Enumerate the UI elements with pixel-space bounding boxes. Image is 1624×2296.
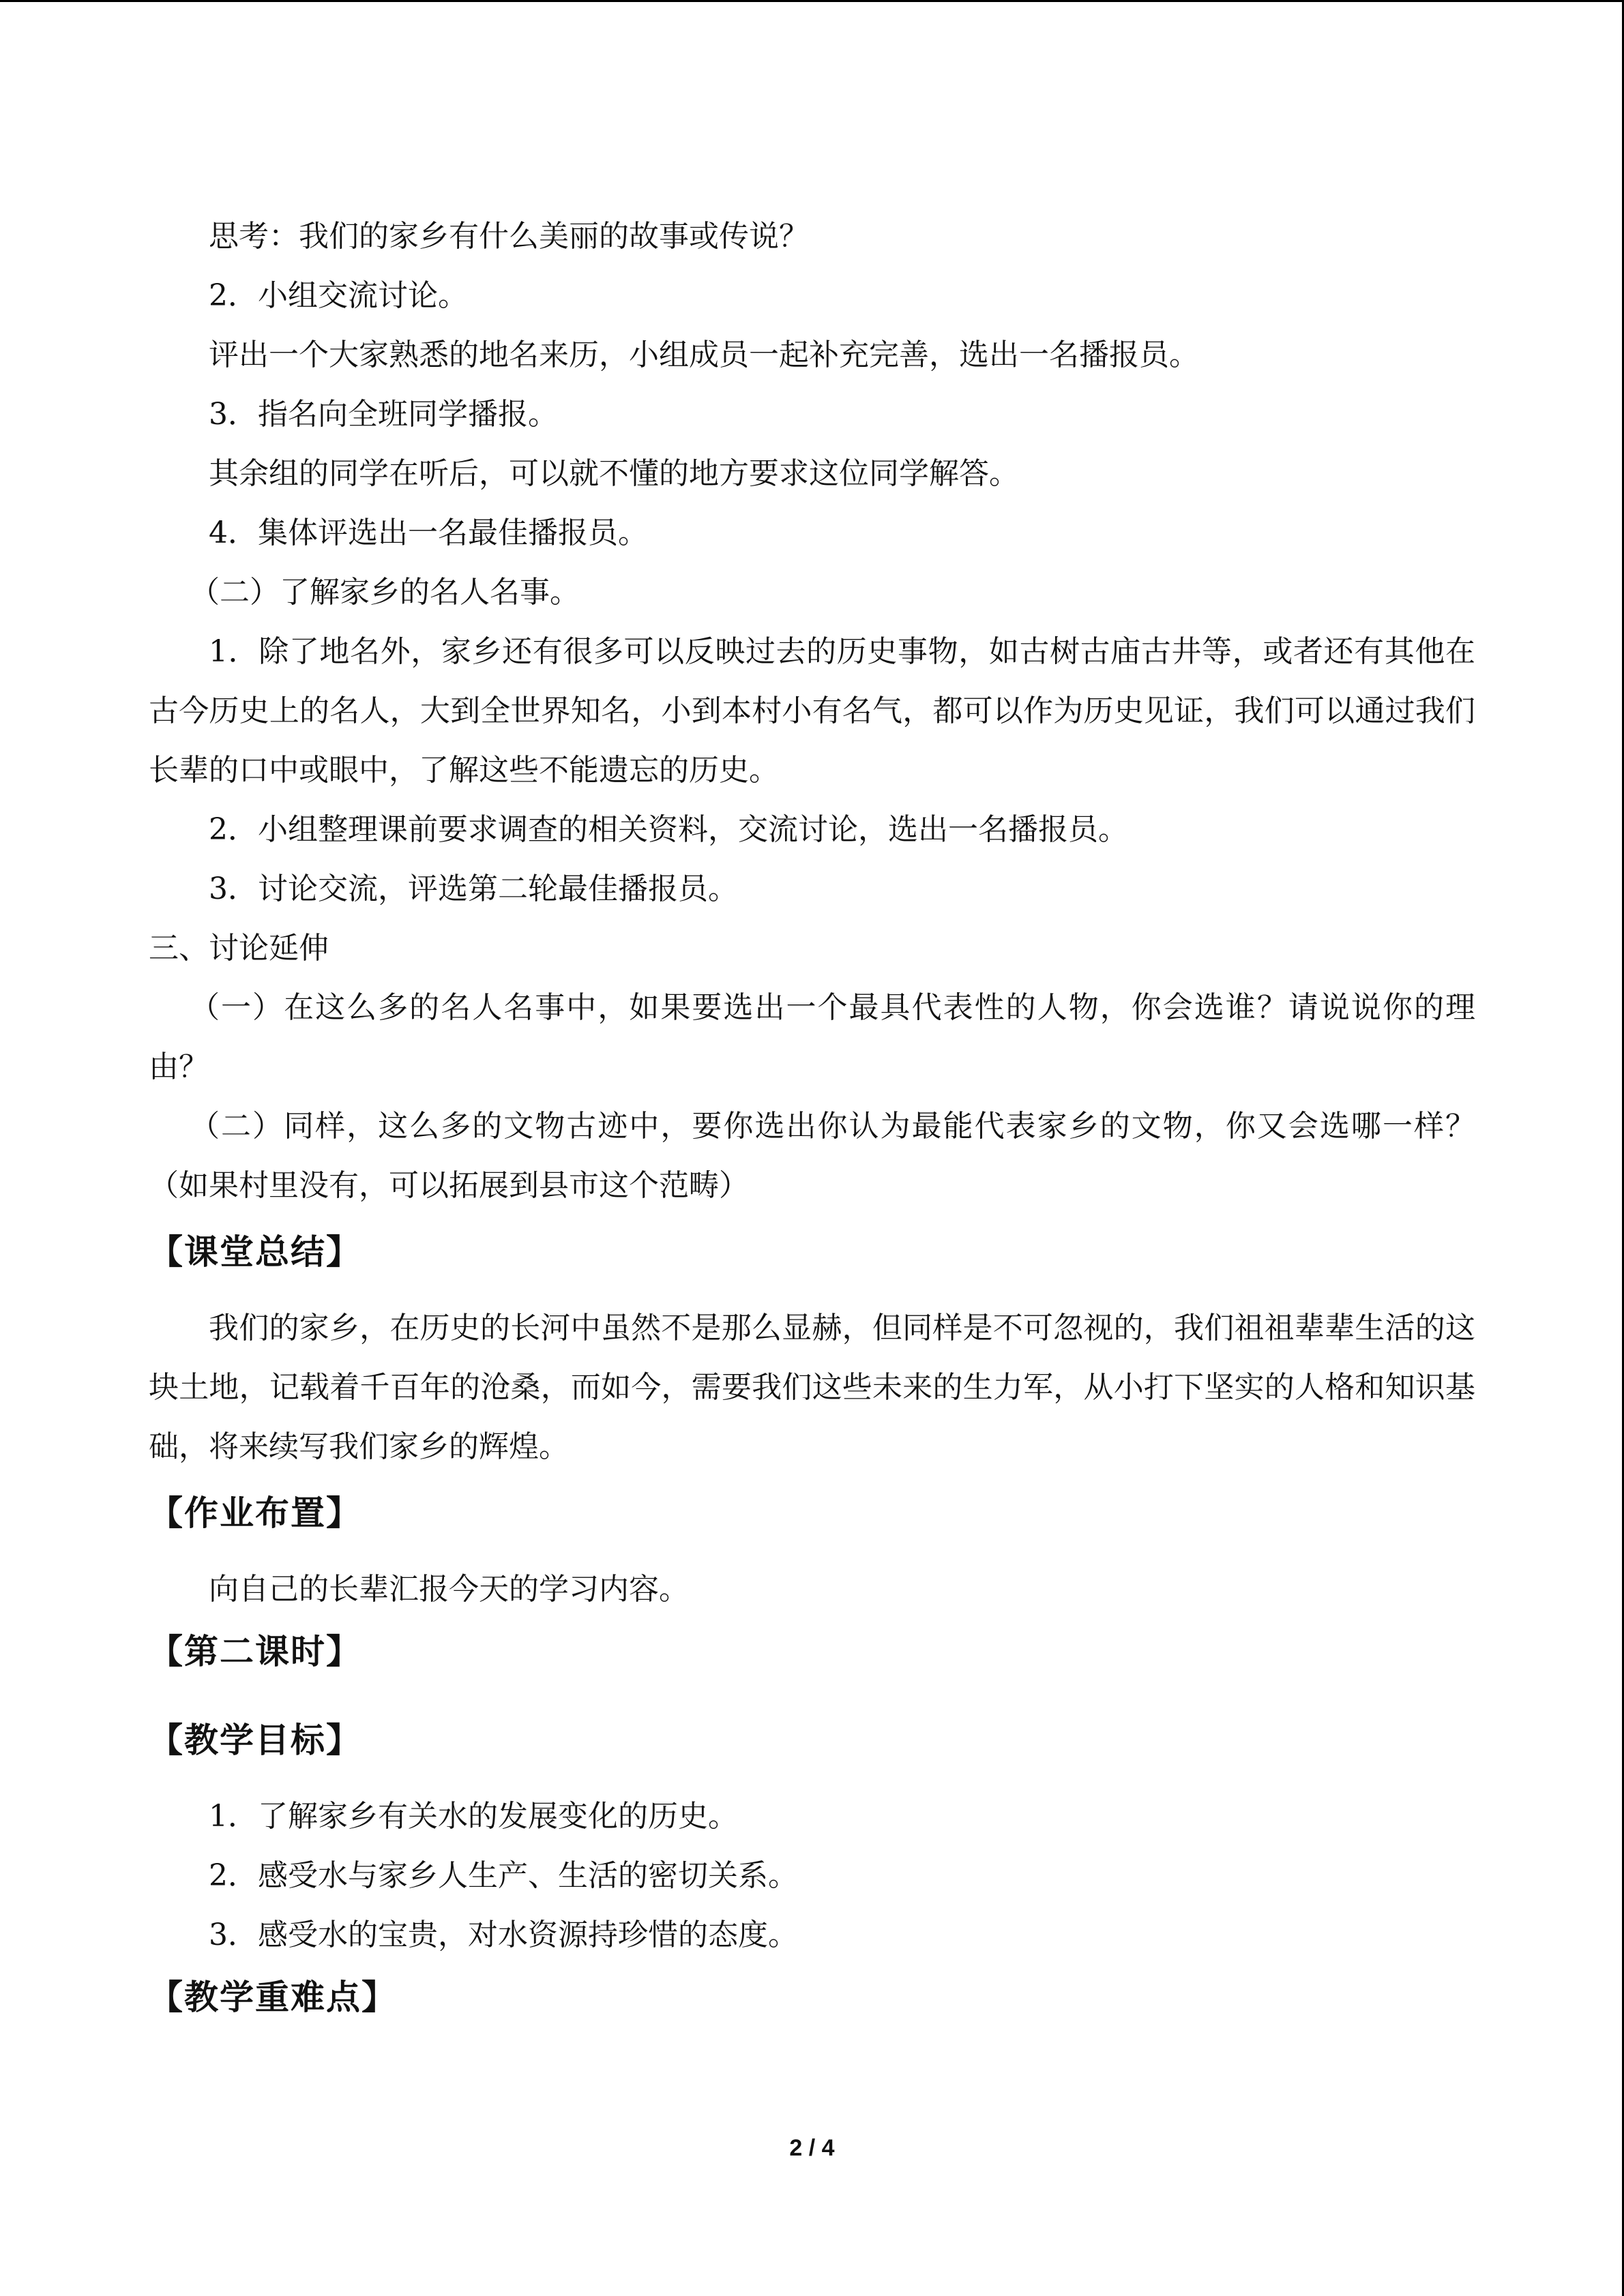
- paragraph-select-place-name: 评出一个大家熟悉的地名来历，小组成员一起补充完善，选出一名播报员。: [209, 338, 1199, 372]
- heading-homework: 【作业布置】: [149, 1493, 361, 1533]
- paragraph-step-2: 2．小组交流讨论。: [209, 278, 468, 313]
- paragraph-other-groups: 其余组的同学在听后，可以就不懂的地方要求这位同学解答。: [209, 456, 1019, 491]
- heading-key-difficulties: 【教学重难点】: [149, 1978, 397, 2017]
- paragraph-goal-1: 1．了解家乡有关水的发展变化的历史。: [209, 1799, 738, 1834]
- heading-second-lesson: 【第二课时】: [149, 1632, 361, 1671]
- paragraph-history-items: 1．除了地名外，家乡还有很多可以反映过去的历史事物，如古树古庙古井等，或者还有其他在古今历史上的名人，大到全世界知名，小到本村小有名气，都可以作为历史见证，我们可以通过我们长辈的口中或眼中，了解这些不能遗忘的历史。: [149, 634, 1475, 788]
- paragraph-step-4: 4．集体评选出一名最佳播报员。: [209, 516, 648, 550]
- paragraph-representative-relic: （二）同样，这么多的文物古迹中，要你选出你认为最能代表家乡的文物，你又会选哪一样？（如果村里没有，可以拓展到县市这个范畴）: [149, 1109, 1475, 1203]
- paragraph-group-materials: 2．小组整理课前要求调查的相关资料，交流讨论，选出一名播报员。: [209, 812, 1128, 847]
- document-body: [149, 207, 1475, 2019]
- subheading-famous-people: （二）了解家乡的名人名事。: [190, 575, 580, 610]
- paragraph-summary: 我们的家乡，在历史的长河中虽然不是那么显赫，但同样是不可忽视的，我们祖祖辈辈生活的这块土地，记载着千百年的沧桑，而如今，需要我们这些未来的生力军，从小打下坚实的人格和知识基础，将来续写我们家乡的辉煌。: [149, 1311, 1475, 1464]
- heading-teaching-goals: 【教学目标】: [149, 1720, 361, 1760]
- paragraph-goal-2: 2．感受水与家乡人生产、生活的密切关系。: [209, 1858, 798, 1893]
- page-number: 2 / 4: [789, 2135, 835, 2161]
- paragraph-second-round: 3．讨论交流，评选第二轮最佳播报员。: [209, 871, 738, 906]
- paragraph-representative-person: （一）在这么多的名人名事中，如果要选出一个最具代表性的人物，你会选谁？请说说你的理由？: [149, 990, 1475, 1084]
- paragraph-think: 思考：我们的家乡有什么美丽的故事或传说？: [209, 219, 809, 254]
- heading-class-summary: 【课堂总结】: [149, 1232, 361, 1272]
- paragraph-goal-3: 3．感受水的宝贵，对水资源持珍惜的态度。: [209, 1918, 798, 1952]
- paragraph-step-3: 3．指名向全班同学播报。: [209, 397, 558, 432]
- paragraph-homework: 向自己的长辈汇报今天的学习内容。: [209, 1572, 689, 1607]
- section-heading-discussion: 三、讨论延伸: [149, 931, 329, 966]
